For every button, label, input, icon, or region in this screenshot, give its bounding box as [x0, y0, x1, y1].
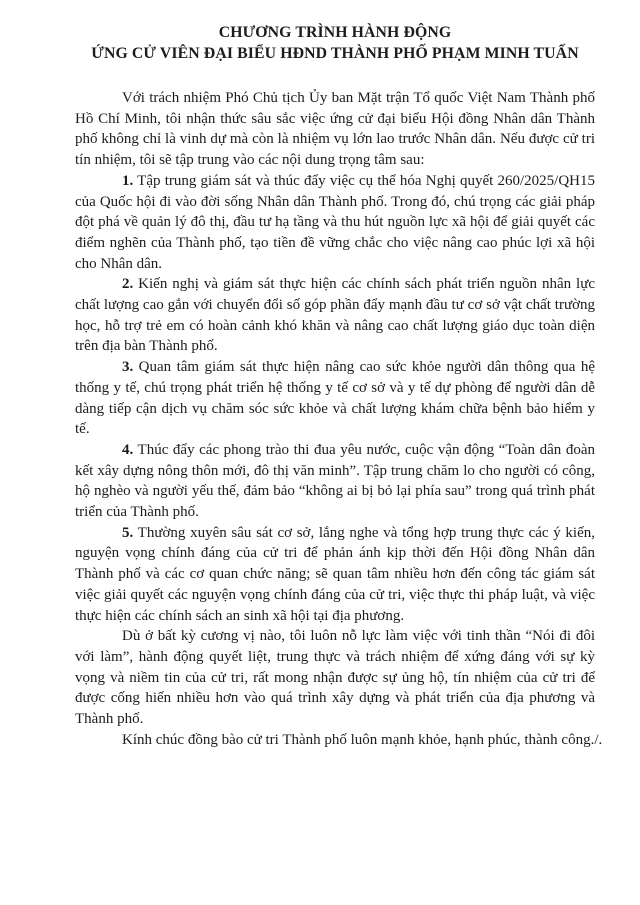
paragraph-number: 4.: [122, 441, 134, 458]
paragraph-intro: [75, 88, 595, 171]
title-line-2: ỨNG CỬ VIÊN ĐẠI BIỂU HĐND THÀNH PHỐ PHẠM MINH TUẤN: [91, 44, 579, 62]
paragraph-item-3: [75, 357, 595, 440]
paragraph-number: 2.: [122, 276, 134, 293]
paragraph-closing: [75, 730, 603, 751]
paragraph-commitment: [75, 626, 595, 730]
paragraph-number: 1.: [122, 172, 134, 189]
paragraph-text: Tập trung giám sát và thúc đẩy việc cụ thể hóa Nghị quyết 260/2025/QH15 của Quốc hội đi vào đời sống Nhân dân Thành phố. Trong đó, chú trọng các giải pháp đột phá về quản lý đô thị, đầu tư hạ tầng và thu hút nguồn lực xã hội để giải quyết các điểm nghẽn của Thành phố, tạo tiền đề vững chắc cho việc nâng cao phúc lợi xã hội cho Nhân dân.: [75, 172, 595, 272]
paragraph-text: Kiến nghị và giám sát thực hiện các chính sách phát triển nguồn nhân lực chất lượng cao gắn với chuyển đổi số góp phần đẩy mạnh đầu tư cơ sở vật chất trường học, hỗ trợ trẻ em có hoàn cảnh khó khăn và nâng cao chất lượng giáo dục toàn diện trên địa bàn Thành phố.: [75, 276, 595, 355]
paragraph-text: Quan tâm giám sát thực hiện nâng cao sức khỏe người dân thông qua hệ thống y tế, chú trọng phát triển hệ thống y tế cơ sở và y tế dự phòng để người dân dễ dàng tiếp cận dịch vụ chăm sóc sức khỏe và chất lượng khám chữa bệnh bảo hiểm y tế.: [75, 359, 595, 438]
paragraph-text: Thường xuyên sâu sát cơ sở, lắng nghe và tổng hợp trung thực các ý kiến, nguyện vọng chính đáng của cử tri để phản ánh kịp thời đến Hội đồng Nhân dân Thành phố và các cơ quan chức năng; sẽ quan tâm nhiều hơn đến công tác giám sát việc giải quyết các nguyện vọng chính đáng của cử tri, việc thực thi pháp luật, và việc thực hiện các chính sách an sinh xã hội tại địa phương.: [75, 524, 595, 624]
paragraph-text: Kính chúc đồng bào cử tri Thành phố luôn mạnh khỏe, hạnh phúc, thành công./.: [122, 731, 603, 748]
document-content: [75, 23, 603, 751]
paragraph-item-4: [75, 440, 595, 523]
document-body: [75, 88, 603, 751]
paragraph-item-1: [75, 171, 595, 275]
paragraph-text: Dù ở bất kỳ cương vị nào, tôi luôn nỗ lực làm việc với tinh thần “Nói đi đôi với làm”, hành động quyết liệt, trung thực và trách nhiệm để xứng đáng với sự kỳ vọng và niềm tin của cử tri, rất mong nhận được sự ủng hộ, tín nhiệm của cử tri để được cống hiến nhiều hơn vào quá trình xây dựng và phát triển của địa phương và Thành phố.: [75, 628, 595, 728]
document-title: [75, 23, 595, 64]
paragraph-item-5: [75, 523, 595, 627]
paragraph-number: 3.: [122, 359, 134, 376]
paragraph-text: Với trách nhiệm Phó Chủ tịch Ủy ban Mặt trận Tổ quốc Việt Nam Thành phố Hồ Chí Minh, tôi nhận thức sâu sắc việc ứng cử đại biểu Hội đồng Nhân dân Thành phố không chỉ là vinh dự mà còn là nhiệm vụ lớn lao trước Nhân dân. Nếu được cử tri tín nhiệm, tôi sẽ tập trung vào các nội dung trọng tâm sau:: [75, 90, 595, 169]
paragraph-item-2: [75, 274, 595, 357]
title-line-1: CHƯƠNG TRÌNH HÀNH ĐỘNG: [218, 24, 452, 41]
paragraph-number: 5.: [122, 524, 134, 541]
paragraph-text: Thúc đẩy các phong trào thi đua yêu nước, cuộc vận động “Toàn dân đoàn kết xây dựng nông thôn mới, đô thị văn minh”. Tập trung chăm lo cho người có công, hộ nghèo và người yếu thế, đảm bảo “không ai bị bỏ lại phía sau” trong quá trình phát triển của Thành phố.: [75, 441, 595, 521]
